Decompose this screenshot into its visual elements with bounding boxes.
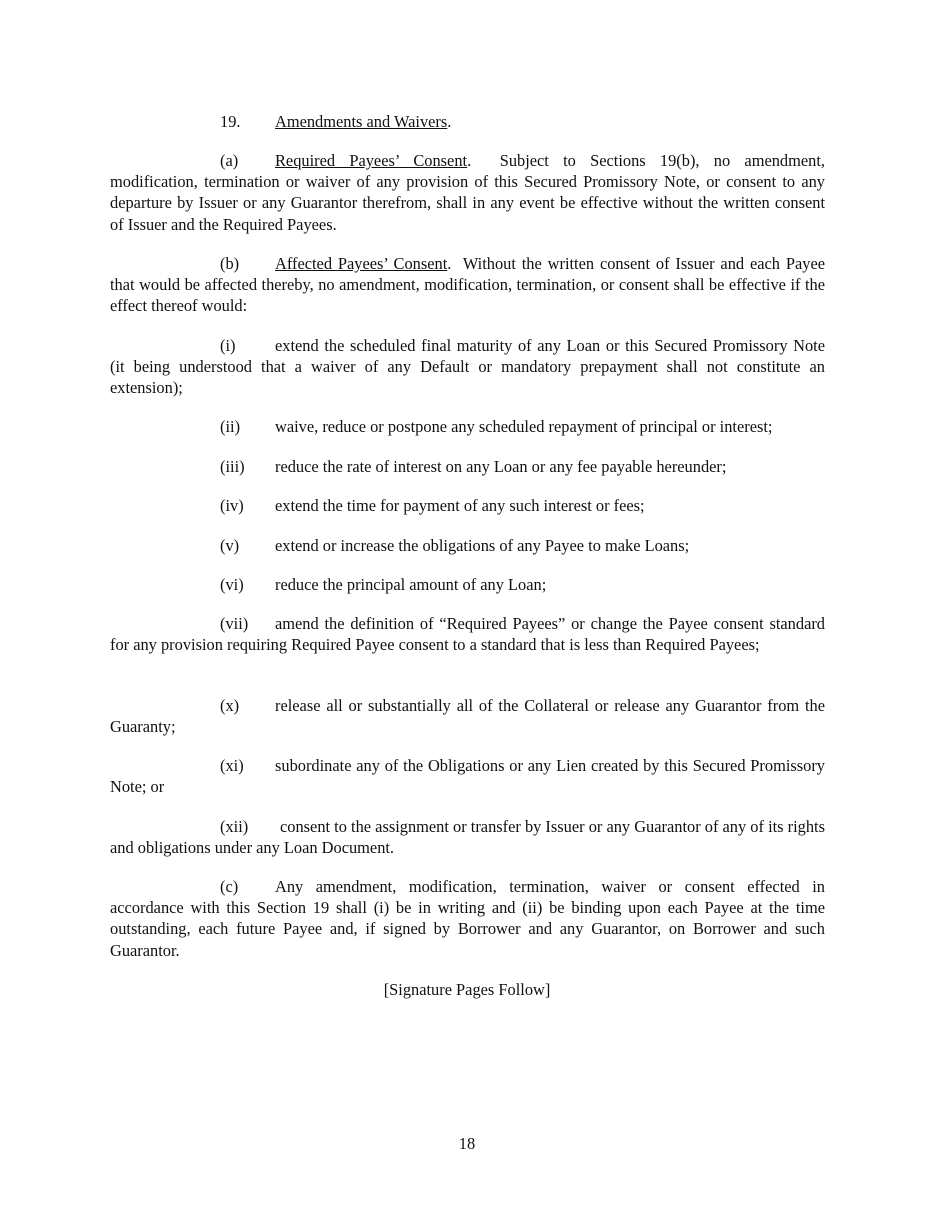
- paragraph-c-text: Any amendment, modification, termination, waiver or consent effected in accordance with this Section 19 shall (i) be in writing and (ii) be binding upon each Payee at the time outstanding, each future Payee and, if signed by Borrower and any Guarantor, on Borrower and such Guarantor.: [110, 877, 825, 960]
- paragraph-a-heading-suffix: .: [467, 151, 472, 170]
- signature-pages-note: [Signature Pages Follow]: [383, 980, 551, 999]
- list-item-xi-text: subordinate any of the Obligations or any Lien created by this Secured Promissory Note; or: [110, 756, 825, 797]
- list-item-xii: [110, 816, 825, 858]
- list-item-iv-label: (iv): [220, 496, 244, 515]
- paragraph-b: [110, 253, 830, 317]
- paragraph-a: [110, 150, 830, 235]
- list-item-v: [110, 535, 825, 556]
- list-item-vii-label: (vii): [220, 614, 249, 633]
- list-item-iii-label: (iii): [220, 457, 245, 476]
- section-number: 19.: [220, 112, 241, 131]
- list-item-vi-text: reduce the principal amount of any Loan;: [275, 575, 547, 594]
- list-item-i-text: extend the scheduled final maturity of any Loan or this Secured Promissory Note (it being understood that a waiver of any Default or mandatory prepayment shall not constitute an extension);: [110, 336, 825, 398]
- paragraph-c-label: (c): [220, 877, 239, 896]
- list-item-i-label: (i): [220, 336, 236, 355]
- section-title-suffix: .: [447, 112, 452, 131]
- list-item-v-label: (v): [220, 536, 240, 555]
- paragraph-c: [110, 876, 825, 961]
- list-item-ii-text: waive, reduce or postpone any scheduled repayment of principal or interest;: [275, 417, 773, 436]
- paragraph-b-text: Without the written consent of Issuer and each Payee that would be affected thereby, no amendment, modification, termination, or consent shall be effective if the effect thereof would:: [110, 254, 830, 316]
- page-number: 18: [458, 1134, 476, 1153]
- list-item-xii-label: (xii): [220, 817, 249, 836]
- list-item-vi: [110, 574, 825, 595]
- paragraph-b-label: (b): [220, 254, 240, 273]
- list-item-x-label: (x): [220, 696, 240, 715]
- list-item-vii: [110, 613, 825, 655]
- list-item-ii-label: (ii): [220, 417, 241, 436]
- list-item-xi: [110, 755, 825, 797]
- paragraph-a-heading: Required Payees’ Consent: [275, 151, 468, 170]
- list-item-vii-text: amend the definition of “Required Payees” or change the Payee consent standard for any provision requiring Required Payee consent to a standard that is less than Required Payees;: [110, 614, 825, 655]
- list-item-iv-text: extend the time for payment of any such interest or fees;: [275, 496, 645, 515]
- list-item-iii: [110, 456, 825, 477]
- section-title: Amendments and Waivers: [275, 112, 448, 131]
- paragraph-a-label: (a): [220, 151, 239, 170]
- paragraph-b-heading-suffix: .: [447, 254, 452, 273]
- list-item-x: [110, 695, 825, 737]
- list-item-i: [110, 335, 825, 399]
- list-item-x-text: release all or substantially all of the Collateral or release any Guarantor from the Guaranty;: [110, 696, 825, 737]
- list-item-iii-text: reduce the rate of interest on any Loan or any fee payable hereunder;: [275, 457, 727, 476]
- section-heading: [220, 111, 451, 132]
- paragraph-a-text: Subject to Sections 19(b), no amendment, modification, termination or waiver of any provision of this Secured Promissory Note, or consent to any departure by Issuer or any Guarantor therefrom, shall in any event be effective without the written consent of Issuer and the Required Payees.: [110, 151, 830, 234]
- list-item-vi-label: (vi): [220, 575, 244, 594]
- list-item-xii-text: consent to the assignment or transfer by Issuer or any Guarantor of any of its rights and obligations under any Loan Document.: [110, 817, 825, 858]
- list-item-v-text: extend or increase the obligations of any Payee to make Loans;: [275, 536, 690, 555]
- paragraph-b-heading: Affected Payees’ Consent: [275, 254, 448, 273]
- list-item-iv: [110, 495, 825, 516]
- list-item-xi-label: (xi): [220, 756, 244, 775]
- list-item-ii: [110, 416, 825, 437]
